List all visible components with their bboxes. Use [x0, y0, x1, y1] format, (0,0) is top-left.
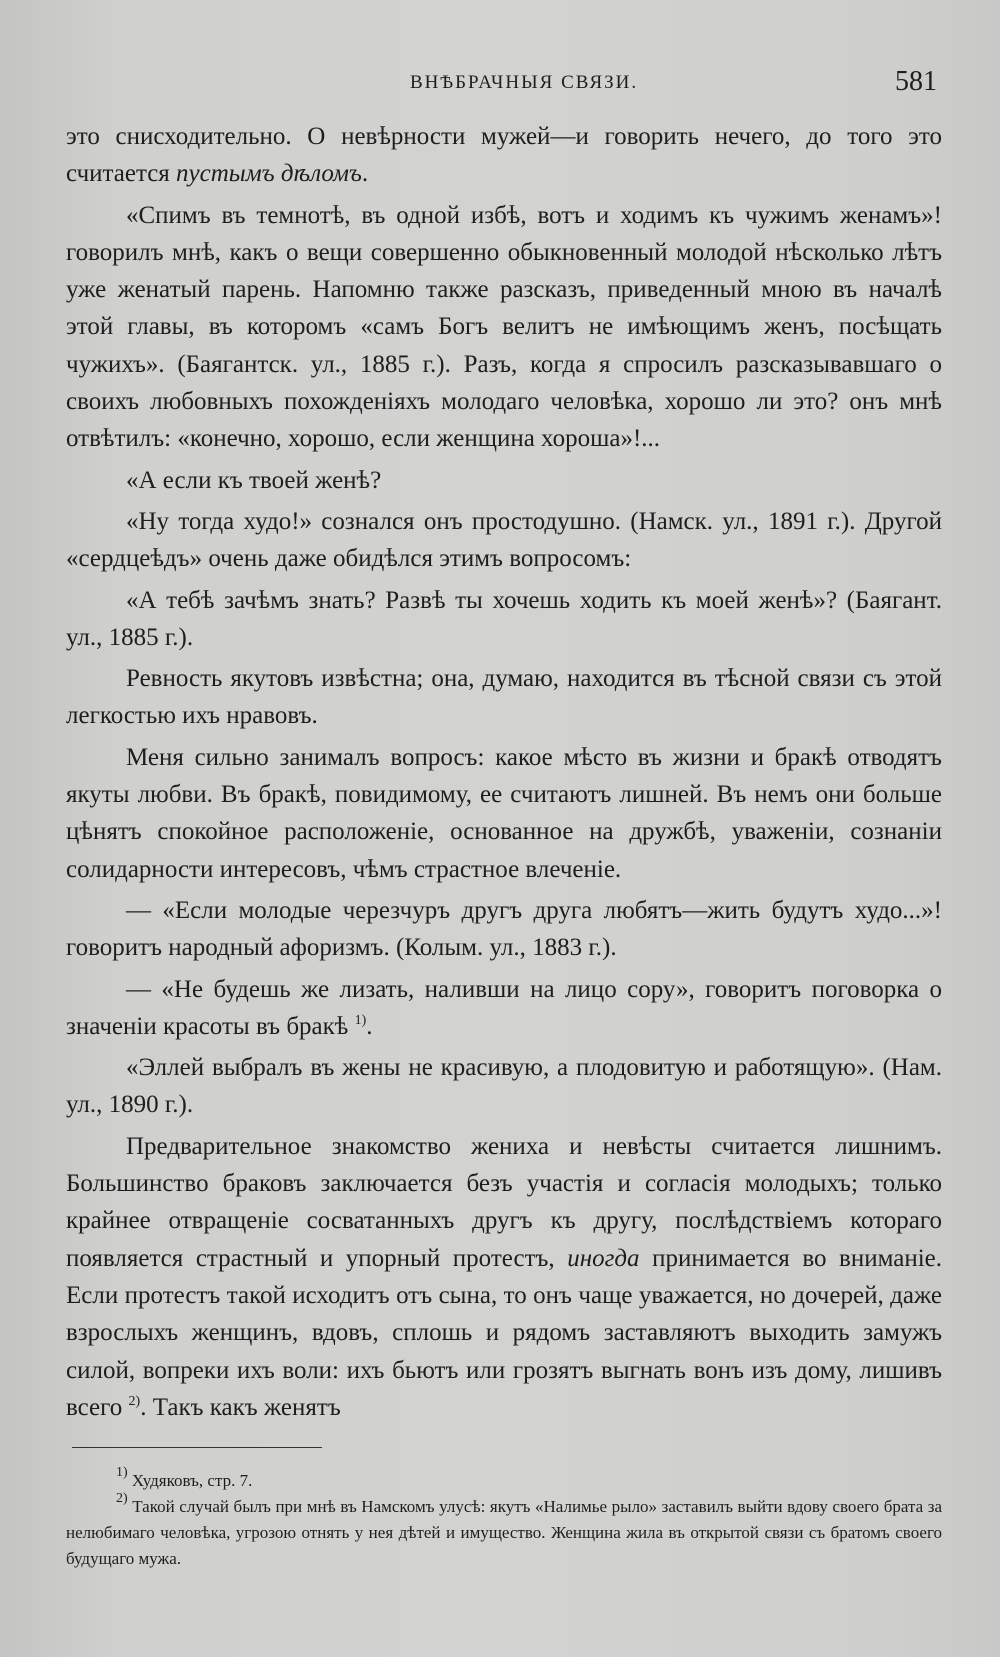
paragraph: Меня сильно занималъ вопросъ: какое мѣсто въ жизни и бракѣ отводятъ якуты любви. Въ бракѣ, повидимому, ее считаютъ лишней. Въ немъ они больше цѣнятъ спокойное расположенiе, основанное на дружбѣ, уваженiи, сознанiи солидарности интересовъ, чѣмъ страстное влеченiе.	[66, 743, 942, 883]
footnote-mark: 1)	[116, 1465, 128, 1480]
paragraph: — «Не будешь же лизать, наливши на лицо сору», говоритъ поговорка о значенiи красоты въ бракѣ $^{1)}$.	[66, 975, 942, 1040]
italic-phrase: иногда	[567, 1244, 640, 1272]
paragraph: это снисходительно. О невѣрности мужей—и говорить нечего, до того это считается пустымъ дѣломъ.	[66, 123, 942, 188]
footnote-divider	[72, 1447, 322, 1448]
paragraph: «А если къ твоей женѣ?	[126, 466, 382, 494]
page-header	[0, 64, 1000, 104]
paragraph: «Ну тогда худо!» сознался онъ простодушно. (Намск. ул., 1891 г.). Другой «сердцеѣдъ» очень даже обидѣлся этимъ вопросомъ:	[66, 507, 942, 573]
paragraph: Ревность якутовъ извѣстна; она, думаю, находится въ тѣсной связи съ этой легкостью ихъ нравовъ.	[66, 665, 942, 730]
italic-phrase: пустымъ дѣломъ	[176, 160, 362, 188]
paragraph: «А тебѣ зачѣмъ знать? Развѣ ты хочешь ходить къ моей женѣ»? (Баягант. ул., 1885 г.).	[66, 586, 942, 651]
footnote: $^{2)}$ Такой случай былъ при мнѣ въ Намскомъ улусѣ: якутъ «Налимье рыло» заставилъ выйти вдову своего брата за нелюбимаго человѣка, угрозою отнять у нея дѣтей и имущество. Женщина жила въ открытой связи съ братомъ своего будущаго мужа.	[66, 1491, 942, 1568]
paragraph: «Эллей выбралъ въ жены не красивую, а плодовитую и работящую». (Нам. ул., 1890 г.).	[66, 1054, 942, 1119]
paragraph: «Спимъ въ темнотѣ, въ одной избѣ, вотъ и ходимъ къ чужимъ женамъ»! говорилъ мнѣ, какъ о вещи совершенно обыкновенный молодой нѣсколько лѣтъ уже женатый парень. Напомню также разсказъ, приведенный мною въ началѣ этой главы, въ которомъ «самъ Богъ велитъ не имѣющимъ женъ, посѣщать чужихъ». (Баягантск. ул., 1885 г.). Разъ, когда я спросилъ разсказывавшаго о своихъ любовныхъ похожденiяхъ молодаго человѣка, хорошо ли это? онъ мнѣ отвѣтилъ: «конечно, хорошо, если женщина хороша»!...	[66, 201, 942, 453]
footnotes	[66, 1465, 942, 1572]
body-text	[66, 118, 942, 1426]
footnote: $^{1)}$ Худяковъ, стр. 7.	[116, 1465, 253, 1490]
footnote-ref[interactable]: 1)	[354, 1012, 367, 1028]
footnote-mark: 2)	[116, 1491, 128, 1506]
paragraph: — «Если молодые черезчуръ другъ друга любятъ—жить будутъ худо...»! говоритъ народный афоризмъ. (Колым. ул., 1883 г.).	[66, 896, 942, 962]
footnote-ref[interactable]: 2)	[128, 1393, 141, 1409]
running-title: ВНѢБРАЧНЫЯ СВЯЗИ.	[410, 72, 639, 93]
paragraph: Предварительное знакомство жениха и невѣсты считается лишнимъ. Большинство браковъ заключается безъ участiя и согласiя молодыхъ; только крайнее отвращенiе сосватанныхъ другъ къ другу, послѣдствiемъ котораго появляется страстный и упорный протестъ, иногда принимается во вниманiе. Если протестъ такой исходитъ отъ сына, то онъ чаще уважается, но дочерей, даже взрослыхъ женщинъ, вдовъ, сплошь и рядомъ заставляютъ выходить замужъ силой, вопреки ихъ воли: ихъ бьютъ или грозятъ выгнать вонъ изъ дому, лишивъ всего $^{2)}$. Такъ какъ женятъ	[66, 1132, 942, 1421]
page-number: 581	[895, 66, 937, 97]
